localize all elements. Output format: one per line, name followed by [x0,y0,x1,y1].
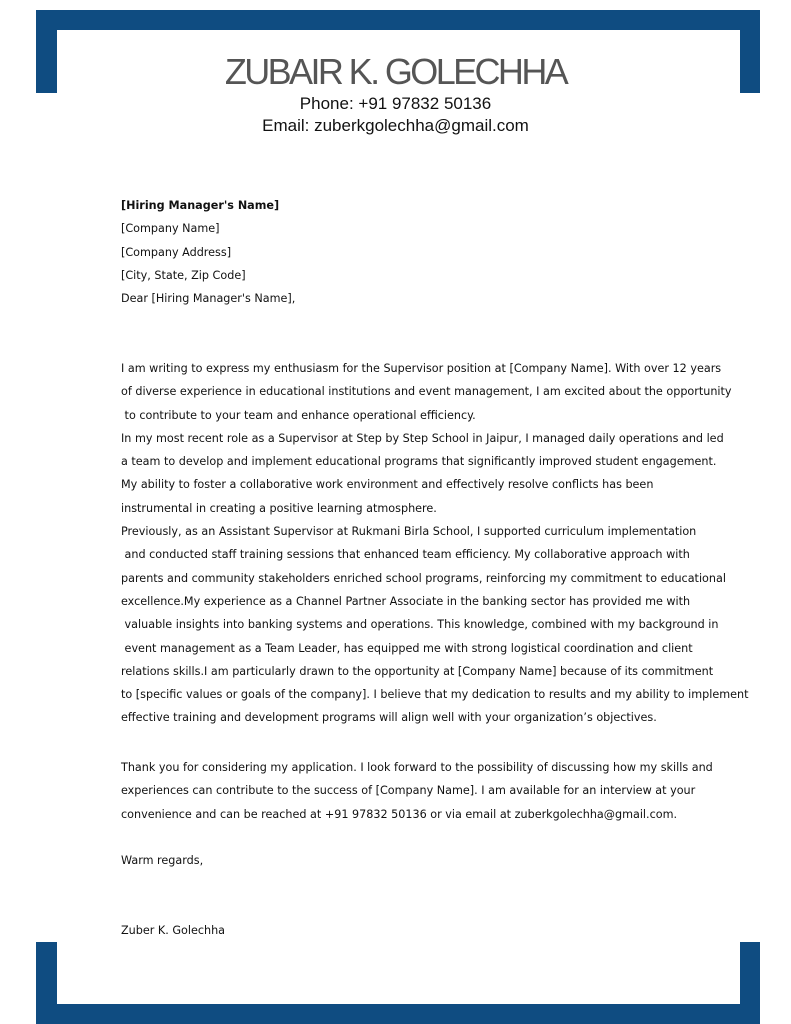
company-address: [Company Address] [121,245,232,259]
frame-top-bar [36,10,760,30]
body-line: instrumental in creating a positive learning atmosphere. [121,501,437,515]
body-line: of diverse experience in educational institutions and event management, I am excited about the opportunity [121,385,732,399]
signature-name: Zuber K. Golechha [121,924,226,937]
closing-line: convenience and can be reached at +91 97832 50136 or via email at zuberkgolechha@gmail.com. [121,807,678,821]
closing-line: experiences can contribute to the success of [Company Name]. I am available for an interview at your [121,784,696,798]
hiring-manager-name: [Hiring Manager's Name] [121,199,280,212]
city-state-zip: [City, State, Zip Code] [121,268,246,282]
body-line: My ability to foster a collaborative work environment and effectively resolve conflicts has been [121,478,654,492]
body-line: and conducted staff training sessions that enhanced team efficiency. My collaborative approach with [121,548,690,562]
frame-bottom-right-post [740,942,760,1024]
body-line: effective training and development programs will align well with your organization’s objectives. [121,711,657,725]
body-line: Previously, as an Assistant Supervisor at Rukmani Birla School, I supported curriculum implementation [121,525,697,539]
signoff-text: Warm regards, [121,854,204,867]
body-line: event management as a Team Leader, has equipped me with strong logistical coordination and client [121,641,693,655]
phone-line: Phone: +91 97832 50136 [299,94,492,113]
salutation: Dear [Hiring Manager's Name], [121,292,296,306]
body-line: relations skills.I am particularly drawn to the opportunity at [Company Name] because of its commitment [121,664,714,678]
closing-paragraph [121,756,721,826]
body-line: excellence.My experience as a Channel Partner Associate in the banking sector has provided me with [121,594,691,608]
body-line: parents and community stakeholders enriched school programs, reinforcing my commitment to educational [121,571,726,585]
body-line: to contribute to your team and enhance operational efficiency. [121,408,476,422]
closing-line: Thank you for considering my application. I look forward to the possibility of discussing how my skills and [121,761,713,774]
body-line: I am writing to express my enthusiasm for the Supervisor position at [Company Name]. With over 12 years [121,362,722,375]
body-line: a team to develop and implement educational programs that significantly improved student engagement. [121,455,717,469]
body-line: valuable insights into banking systems and operations. This knowledge, combined with my background in [121,618,719,632]
signoff [121,849,721,872]
recipient-block [121,194,721,310]
frame-bottom-left-post [36,942,57,1024]
body-line: to [specific values or goals of the company]. I believe that my dedication to results and my ability to implement [121,688,749,702]
signature-block [121,919,721,942]
letter-body [121,357,749,730]
email-line: Email: zuberkgolechha@gmail.com [262,116,529,135]
company-name: [Company Name] [121,222,220,236]
frame-bottom-bar [36,1004,760,1024]
applicant-name: ZUBAIR K. GOLECHHA [224,51,567,92]
body-line: In my most recent role as a Supervisor at Step by Step School in Jaipur, I managed daily operations and led [121,431,724,445]
